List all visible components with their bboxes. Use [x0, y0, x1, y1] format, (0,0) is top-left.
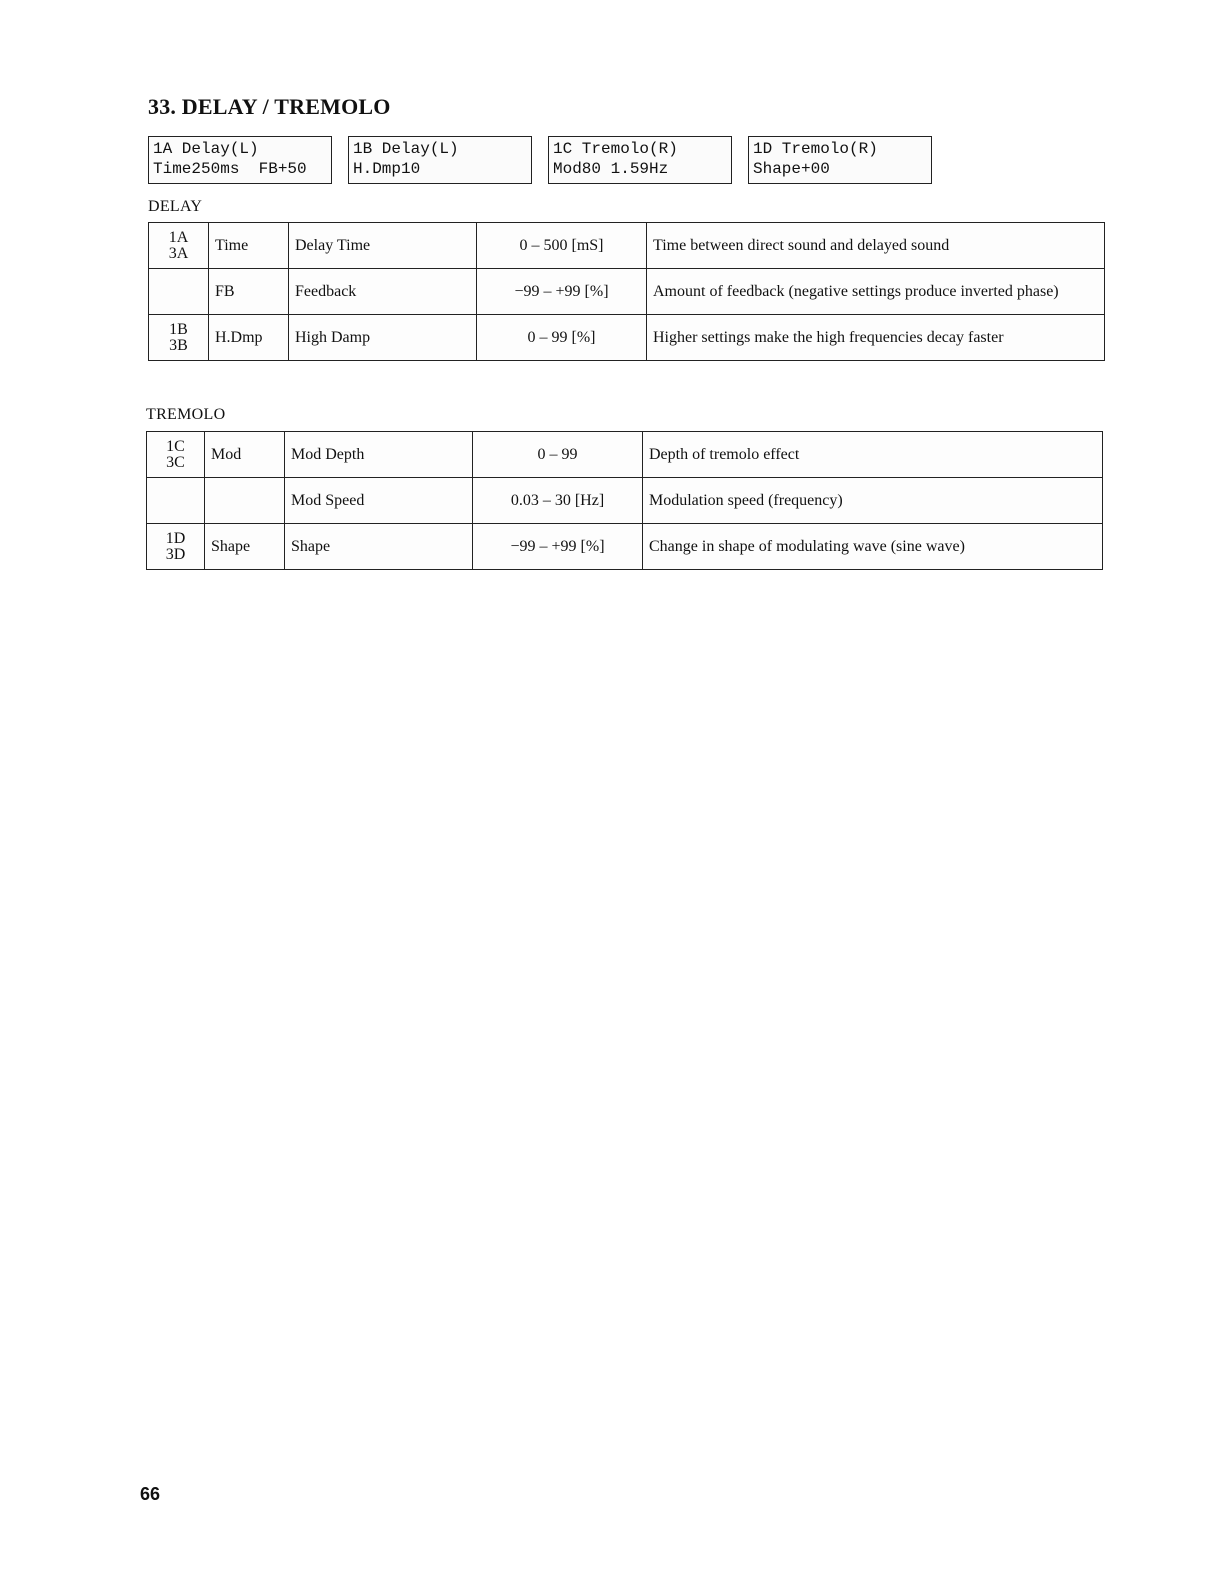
- parameter-cell: Mod Depth: [285, 432, 473, 478]
- tremolo-section-label: TREMOLO: [146, 406, 226, 423]
- parameter-cell: Mod Speed: [285, 478, 473, 524]
- display-name-cell: Shape: [205, 524, 285, 570]
- effect-block-number: 1D: [165, 529, 186, 547]
- effect-block-number: 1B: [169, 320, 188, 338]
- effect-block-number: 3C: [166, 453, 185, 471]
- display-name-cell: FB: [209, 269, 289, 315]
- range-cell: −99 – +99 [%]: [473, 524, 643, 570]
- table-row: [149, 315, 1105, 361]
- lcd-display-1a: [148, 136, 332, 184]
- display-name-cell: Mod: [205, 432, 285, 478]
- delay-section-label: DELAY: [148, 198, 203, 215]
- effect-block-number: 3D: [165, 545, 186, 563]
- parameter-cell: Feedback: [289, 269, 477, 315]
- effect-block-number: 3A: [168, 244, 189, 262]
- lcd-display-1b: [348, 136, 532, 184]
- effect-block-cell: [149, 269, 209, 315]
- effect-block-cell: [147, 478, 205, 524]
- lcd-line-2: H.Dmp10: [353, 160, 421, 178]
- effect-block-number: 3B: [169, 336, 188, 354]
- description-cell: Change in shape of modulating wave (sine wave): [643, 524, 1103, 570]
- effect-block-number: 1C: [166, 437, 185, 455]
- table-row: [147, 524, 1103, 570]
- parameter-cell: High Damp: [289, 315, 477, 361]
- display-name-cell: Time: [209, 223, 289, 269]
- effect-block-cell: [147, 524, 205, 570]
- lcd-line-1: 1B Delay(L): [353, 140, 459, 158]
- description-cell: Depth of tremolo effect: [643, 432, 1103, 478]
- parameter-cell: Delay Time: [289, 223, 477, 269]
- page-number: 66: [140, 1484, 161, 1504]
- effect-block-number: 1A: [168, 228, 189, 246]
- parameter-cell: Shape: [285, 524, 473, 570]
- range-cell: 0 – 99 [%]: [477, 315, 647, 361]
- lcd-display-1c: [548, 136, 732, 184]
- description-cell: Time between direct sound and delayed sound: [647, 223, 1105, 269]
- table-row: [149, 223, 1105, 269]
- effect-block-cell: [149, 315, 209, 361]
- table-row: [149, 269, 1105, 315]
- lcd-display-1d: [748, 136, 932, 184]
- table-row: [147, 478, 1103, 524]
- page-title: 33. DELAY / TREMOLO: [148, 94, 391, 119]
- delay-parameter-table: [148, 222, 1105, 361]
- lcd-line-1: 1A Delay(L): [153, 140, 259, 158]
- effect-block-cell: [149, 223, 209, 269]
- lcd-line-2: Time250ms FB+50: [153, 160, 307, 178]
- description-cell: Amount of feedback (negative settings produce inverted phase): [647, 269, 1105, 315]
- range-cell: 0 – 99: [473, 432, 643, 478]
- range-cell: 0 – 500 [mS]: [477, 223, 647, 269]
- table-row: [147, 432, 1103, 478]
- range-cell: −99 – +99 [%]: [477, 269, 647, 315]
- effect-block-cell: [147, 432, 205, 478]
- description-cell: Higher settings make the high frequencies decay faster: [647, 315, 1105, 361]
- display-name-cell: H.Dmp: [209, 315, 289, 361]
- tremolo-parameter-table: [146, 431, 1103, 570]
- lcd-line-1: 1C Tremolo(R): [553, 140, 678, 158]
- display-name-cell: [205, 478, 285, 524]
- range-cell: 0.03 – 30 [Hz]: [473, 478, 643, 524]
- lcd-line-2: Mod80 1.59Hz: [553, 160, 669, 178]
- description-cell: Modulation speed (frequency): [643, 478, 1103, 524]
- lcd-line-2: Shape+00: [753, 160, 830, 178]
- lcd-line-1: 1D Tremolo(R): [753, 140, 878, 158]
